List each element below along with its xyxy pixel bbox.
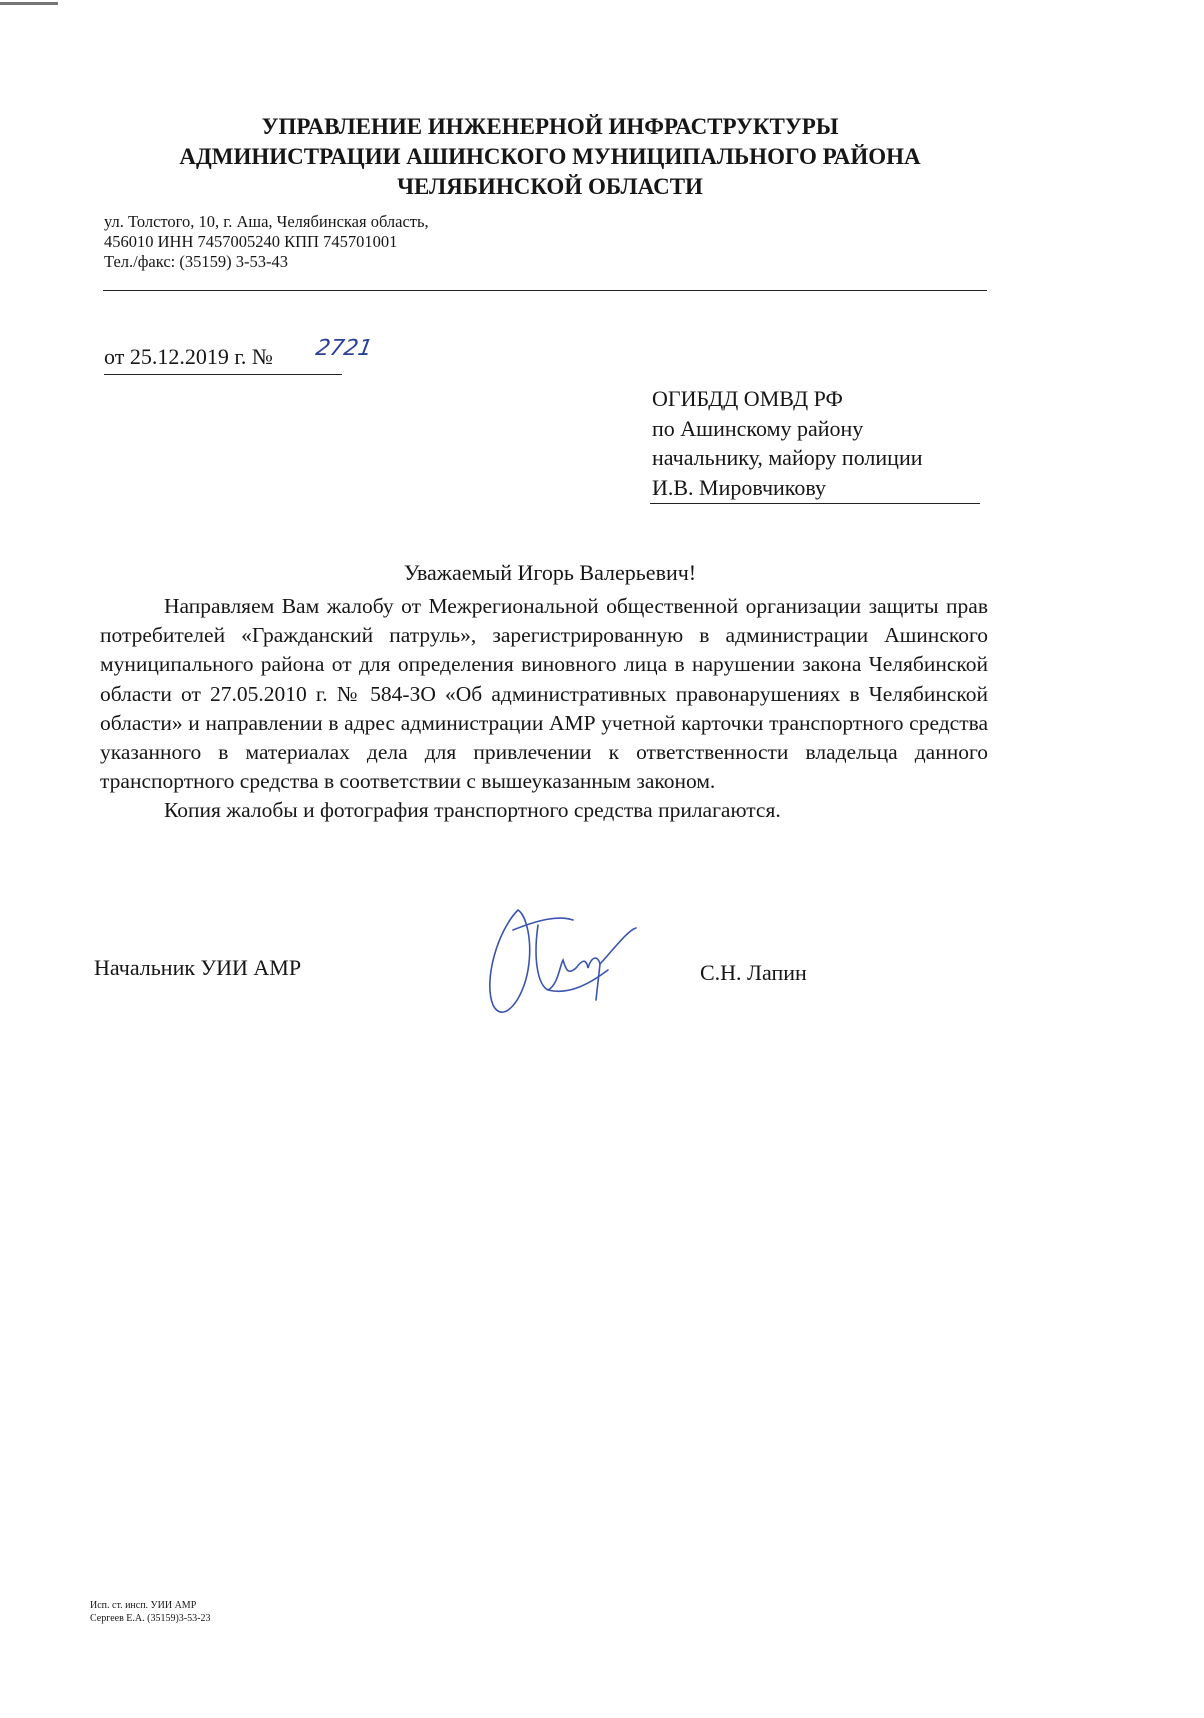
address-line: Тел./факс: (35159) 3-53-43 [104, 252, 288, 271]
organization-address [104, 212, 429, 272]
recipient-line: начальнику, майору полиции [652, 445, 923, 470]
recipient-underline [650, 503, 980, 504]
header-divider [103, 290, 987, 291]
header-line: АДМИНИСТРАЦИИ АШИНСКОГО МУНИЦИПАЛЬНОГО РАЙОНА [179, 144, 921, 169]
body-paragraph: Копия жалобы и фотография транспортного средства прилагаются. [164, 798, 781, 823]
recipient-line: по Ашинскому району [652, 415, 864, 441]
address-line: ул. Толстого, 10, г. Аша, Челябинская область, [104, 212, 429, 231]
letter-body [100, 592, 988, 826]
header-line: УПРАВЛЕНИЕ ИНЖЕНЕРНОЙ ИНФРАСТРУКТУРЫ [261, 114, 839, 139]
header-line: ЧЕЛЯБИНСКОЙ ОБЛАСТИ [397, 174, 703, 199]
signatory-position: Начальник УИИ АМР [94, 955, 302, 980]
registration-date: от 25.12.2019 г. № [104, 344, 273, 369]
handwritten-number: 2721 [313, 336, 375, 361]
signatory-name: С.Н. Лапин [700, 960, 807, 985]
date-underline [104, 374, 342, 375]
executor-info [90, 1599, 210, 1625]
footer-line: Сергеев Е.А. (35159)3-53-23 [90, 1613, 211, 1624]
recipient-line: ОГИБДД ОМВД РФ [652, 386, 843, 411]
greeting: Уважаемый Игорь Валерьевич! [403, 560, 697, 585]
body-paragraph: Направляем Вам жалобу от Межрегиональной общественной организации защиты прав потребителей «Гражданский патруль», зарегистрированную в администрации Ашинского муниципального района от для определения виновного лица в нарушении закона Челябинской области от 27.05.2010 г. № 584-ЗО «Об административных правонарушениях в Челябинской области» и направлении в адрес администрации АМР учетной карточки транспортного средства указанного в материалах дела для привлечении к ответственности владельца данного транспортного средства в соответствии с вышеуказанным законом. [100, 594, 988, 794]
address-line: 456010 ИНН 7457005240 КПП 745701001 [104, 232, 398, 251]
recipient-block [652, 384, 923, 502]
recipient-line: И.В. Мировчикову [652, 474, 826, 500]
handwritten-signature [478, 890, 648, 1030]
organization-header [100, 112, 1000, 202]
scan-edge-mark [0, 2, 58, 5]
footer-line: Исп. ст. инсп. УИИ АМР [90, 1600, 197, 1611]
